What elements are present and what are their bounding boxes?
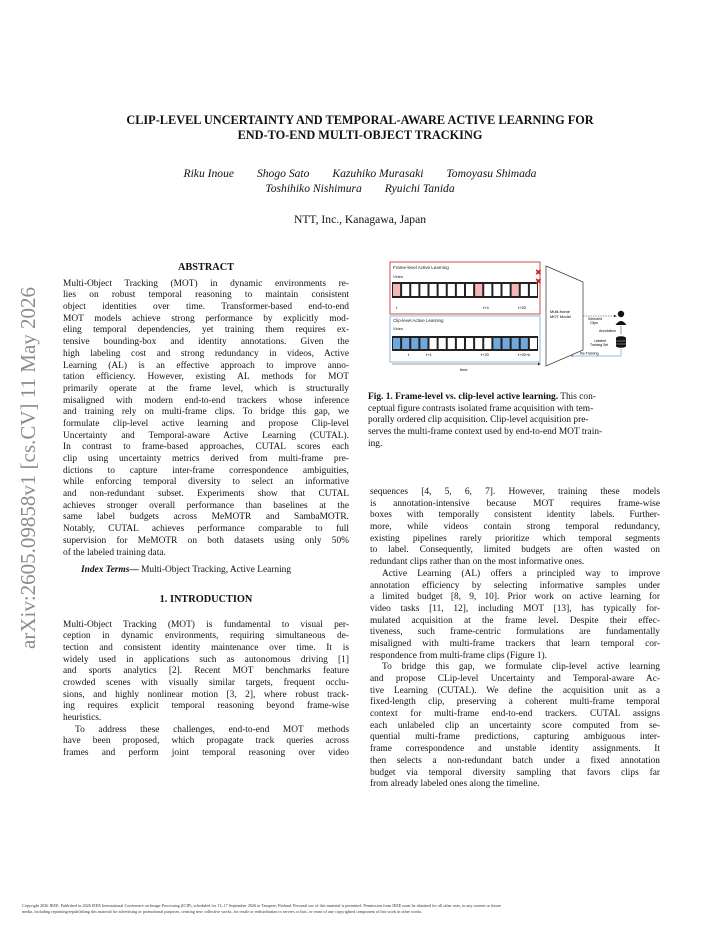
frame-filmstrip <box>392 282 538 298</box>
text-line: then selects a non-redundant batch under a fixed annotation <box>370 755 660 766</box>
film-frame <box>521 338 528 349</box>
text-line: and non-redundant subset. Experiments show that CUTAL <box>63 489 349 500</box>
text-line: tive Learning (CUTAL). We define the acquisition unit as a <box>370 685 660 696</box>
text-line: boxes with temporally consistent identity labels. Further- <box>370 510 660 521</box>
author-name: Riku Inoue <box>183 167 235 180</box>
text-line: redundant clips rather than on the most informative ones. <box>370 557 585 568</box>
intro-body-left-para2 <box>63 725 349 760</box>
figure-1 <box>368 258 660 376</box>
film-frame <box>503 338 510 349</box>
text-line: widely used in applications such as autonomous driving [1] <box>63 654 349 665</box>
labeled-label-1: Labeled <box>594 339 607 343</box>
author-name: Toshihiko Nishimura <box>265 182 362 195</box>
clip-video-label: Video <box>393 326 404 331</box>
film-frame <box>530 338 537 349</box>
film-ellipsis: · · · <box>478 287 485 293</box>
title-line-2: END-TO-END MULTI-OBJECT TRACKING <box>237 128 483 142</box>
text-line: budget via temporal diversity sampling that favors clips far <box>370 767 660 778</box>
text-line: same label budgets across MeMOTR and SambaMOTR. <box>63 512 349 523</box>
authors-row-1 <box>60 166 660 181</box>
text-line: primarily operate at the frame level, which is structurally <box>63 383 349 394</box>
text-line: is annotation-intensive because MOT requires frame-wise <box>370 498 660 509</box>
labeled-label-2: Training Set <box>590 343 609 347</box>
text-line: heuristics. <box>63 713 102 724</box>
author-name: Ryuichi Tanida <box>384 182 455 195</box>
annotation-label: Annotation <box>599 329 617 333</box>
film-frame <box>393 338 400 349</box>
film-frame <box>466 284 473 296</box>
caption-line: porally ordered clip acquisition. Clip-level acquisition pre- <box>368 415 589 426</box>
text-line: sequences [4, 5, 6, 7]. However, training these models <box>370 487 660 497</box>
film-ellipsis: · · · <box>478 341 485 346</box>
film-frame <box>457 338 464 349</box>
author-name: Tomoyasu Shimada <box>446 167 537 180</box>
text-line: video tasks [11, 12], including MOT [13], has typically for- <box>370 603 660 614</box>
text-line: To address these challenges, end-to-end MOT methods <box>75 724 349 735</box>
text-line: Notably, CUTAL achieves performance comparable to full <box>63 524 349 535</box>
affiliation: NTT, Inc., Kanagawa, Japan <box>293 213 427 226</box>
text-line: from already labeled ones along the timeline. <box>370 779 540 790</box>
caption-label: Fig. 1 <box>368 392 391 402</box>
text-line: sions, and highly nonlinear motion [3, 2], where robust track- <box>63 689 349 700</box>
clip-filmstrip <box>392 336 538 351</box>
text-line: misaligned with multi-frame trackers that learn temporal cor- <box>370 638 660 649</box>
intro-right-para3 <box>370 662 660 791</box>
index-terms-value: Multi-Object Tracking, Active Learning <box>138 565 292 576</box>
text-line: lies on robust temporal reasoning to maintain consistent <box>63 290 349 301</box>
abstract-body <box>63 279 349 560</box>
authors-row-2 <box>60 181 660 196</box>
text-line: misaligned with modern end-to-end trackers whose inference <box>63 395 349 406</box>
film-frame <box>503 284 510 296</box>
intro-right-column <box>370 487 660 791</box>
text-line: more, while videos contain strong temporal redundancy, <box>370 522 660 533</box>
text-line: context for multi-frame end-to-end trackers. CUTAL assigns <box>370 709 660 720</box>
caption-line <box>368 392 660 404</box>
film-frame <box>493 284 500 296</box>
time-label: time <box>460 367 468 372</box>
text-line: clip using uncertainty metrics derived from multi-frame pre- <box>63 454 349 465</box>
caption-line: ing. <box>368 438 383 449</box>
text-line: frames and perform joint temporal reasoning over video <box>63 748 349 759</box>
caption-line: serves the multi-frame context used by end-to-end MOT train- <box>368 427 603 438</box>
text-line: Uncertainty and Temporal-aware Active Learning (CUTAL). <box>63 430 349 441</box>
caption-bold: . Frame-level vs. clip-level active learning. <box>390 392 559 402</box>
text-line: supervision for MeMOTR on both datasets using only 50% <box>63 535 349 546</box>
film-frame <box>484 338 491 349</box>
text-line: and sports analytics [2]. Recent MOT benchmarks feature <box>63 666 349 677</box>
footer-line: media, including reprinting/republishing this material for advertising or promotional purposes, creating new collective works, for resale or redistribution to servers or lists, or reuse of any copyrighted component of this work in other works. <box>22 909 423 914</box>
film-frame <box>430 338 437 349</box>
text-line: object identities over time. Transformer-based end-to-end <box>63 302 349 313</box>
frame-tick: t+20 <box>518 305 526 310</box>
text-line: MOT models achieve strong performance by explicitly mod- <box>63 313 349 324</box>
film-frame <box>439 338 446 349</box>
text-line: In contrast to frame-based approaches, CUTAL scores each <box>63 442 349 453</box>
text-line: and propose CLip-level Uncertainty and Temporal-aware Ac- <box>370 674 660 684</box>
text-line: tensive bounding-box and identity annotations. Given the <box>63 337 349 348</box>
paper-title <box>60 113 660 143</box>
retraining-label: Re-Training <box>580 351 599 356</box>
frame-tick: t+4 <box>483 305 489 310</box>
text-line: while enforcing temporal diversity to select an informative <box>63 477 349 488</box>
caption-line: ceptual figure contrasts isolated frame acquisition with tem- <box>368 403 594 414</box>
text-line: to label. Consequently, limited budgets are often wasted on <box>370 545 660 556</box>
film-frame <box>402 338 409 349</box>
text-line: tection and consistent identity maintenance over time. It is <box>63 642 349 653</box>
film-frame <box>466 338 473 349</box>
index-terms-label: Index Terms— <box>81 565 139 576</box>
text-line: respondence from multi-frame clips (Figure 1). <box>370 650 548 661</box>
model-label-2: MOT Model <box>550 314 571 319</box>
footer-line: Copyright 2026 IEEE. Published in 2026 IEEE International Conference on Image Processing (ICIP), scheduled for 13–17 September 2026 in Tampere, Finland. Personal use of this material is permitted. Permission from IEEE must be obtained for all other uses, in any current or future <box>22 903 501 908</box>
film-frame <box>439 284 446 296</box>
text-line: Multi-Object Tracking (MOT) in dynamic environments re- <box>63 278 349 289</box>
text-line: To bridge this gap, we formulate clip-level active learning <box>382 662 660 673</box>
film-frame <box>448 284 455 296</box>
film-frame <box>512 338 519 349</box>
text-line: have been proposed, which propagate track queries across <box>63 736 349 747</box>
text-line: annotation efficiency by selecting informative samples under <box>370 580 660 591</box>
intro-body-left <box>63 620 349 725</box>
index-terms <box>63 565 349 577</box>
clip-tick: t+20 <box>481 352 489 357</box>
text-line: dictions to capture inter-frame correspondence ambiguities, <box>63 465 349 476</box>
text-line: Multi-Object Tracking (MOT) is fundamental to visual per- <box>63 619 349 630</box>
text-line: crowded scenes with visually similar targets, frequent occlu- <box>63 678 349 689</box>
intro-heading: 1. INTRODUCTION <box>159 593 253 605</box>
figure-caption <box>368 392 660 451</box>
abstract-section <box>63 262 349 760</box>
text-line: ing requires explicit temporal reasoning beyond frame-wise <box>63 701 349 712</box>
model-label-1: Multi-frame <box>550 309 571 314</box>
film-frame <box>420 338 427 349</box>
clip-tick: t <box>408 352 410 357</box>
author-name: Shogo Sato <box>256 167 310 180</box>
film-frame <box>448 338 455 349</box>
text-line: formulate clip-level active learning and propose Clip-level <box>63 418 349 429</box>
author-name: Kazuhiko Murasaki <box>332 167 424 180</box>
frame-level-title: Frame-level Active Learning <box>393 265 449 270</box>
text-line: quential multi-frame predictions, capturing ambiguous inter- <box>370 732 660 743</box>
text-line: existing pipelines rarely prioritize which temporal segments <box>370 533 660 544</box>
selected-label-1: Selected <box>588 317 602 321</box>
text-line: eling temporal dependencies, yet training them requires ex- <box>63 325 349 336</box>
text-line: each unlabeled clip an uncertainty score computed from se- <box>370 720 660 731</box>
text-line: a limited budget [8, 9, 10]. Prior work on active learning for <box>370 592 660 603</box>
text-line: frame correspondence and unstable identity assignments. It <box>370 744 660 755</box>
film-frame <box>484 284 491 296</box>
text-line: and training rely on multi-frame clips. To bridge this gap, we <box>63 407 349 418</box>
reject-icon: ✖ <box>535 268 542 277</box>
film-frame <box>402 284 409 296</box>
clip-tick: t+20+k <box>518 352 531 357</box>
authors <box>60 166 660 196</box>
copyright-footer <box>22 903 702 915</box>
arxiv-identifier: arXiv:2605.09858v1 [cs.CV] 11 May 2026 <box>16 287 40 650</box>
film-frame <box>420 284 427 296</box>
selected-label-2: Clips <box>590 321 598 325</box>
text-line: achieves stronger overall performance than baselines at the <box>63 500 349 511</box>
intro-right-para1 <box>370 487 660 569</box>
text-line: Learning (AL) is an effective approach to improve anno- <box>63 360 349 371</box>
frame-tick: t <box>396 305 398 310</box>
clip-level-title: Clip-level Active Learning <box>393 318 444 323</box>
text-line: high labeling cost and strong redundancy in videos, Active <box>63 348 349 359</box>
reject-icon: ✖ <box>535 277 542 286</box>
text-line: mulated acquisition at the frame level. Despite their effec- <box>370 615 660 626</box>
clip-tick: t+1 <box>426 352 432 357</box>
film-frame <box>512 284 519 296</box>
text-line: tation efficiency. However, existing AL methods for MOT <box>63 372 349 383</box>
database-icon <box>616 336 626 348</box>
text-line: tiveness, such frame-centric formulations are fundamentally <box>370 627 660 638</box>
film-frame <box>411 338 418 349</box>
film-frame <box>493 338 500 349</box>
text-line: of the labeled training data. <box>63 547 166 558</box>
film-frame <box>411 284 418 296</box>
intro-right-para2 <box>370 569 660 663</box>
caption-text: This con- <box>558 392 596 402</box>
abstract-heading: ABSTRACT <box>177 262 235 273</box>
film-frame <box>393 284 400 296</box>
text-line: Active Learning (AL) offers a principled way to improve <box>382 568 660 579</box>
film-frame <box>521 284 528 296</box>
frame-video-label: Video <box>393 274 404 279</box>
text-line: fixed-length clip, preserving a coherent multi-frame temporal <box>370 697 660 708</box>
annotator-icon <box>618 311 624 317</box>
film-frame <box>430 284 437 296</box>
title-line-1: CLIP-LEVEL UNCERTAINTY AND TEMPORAL-AWARE ACTIVE LEARNING FOR <box>126 113 594 127</box>
text-line: ception in dynamic environments, requiring simultaneous de- <box>63 631 349 642</box>
film-frame <box>457 284 464 296</box>
